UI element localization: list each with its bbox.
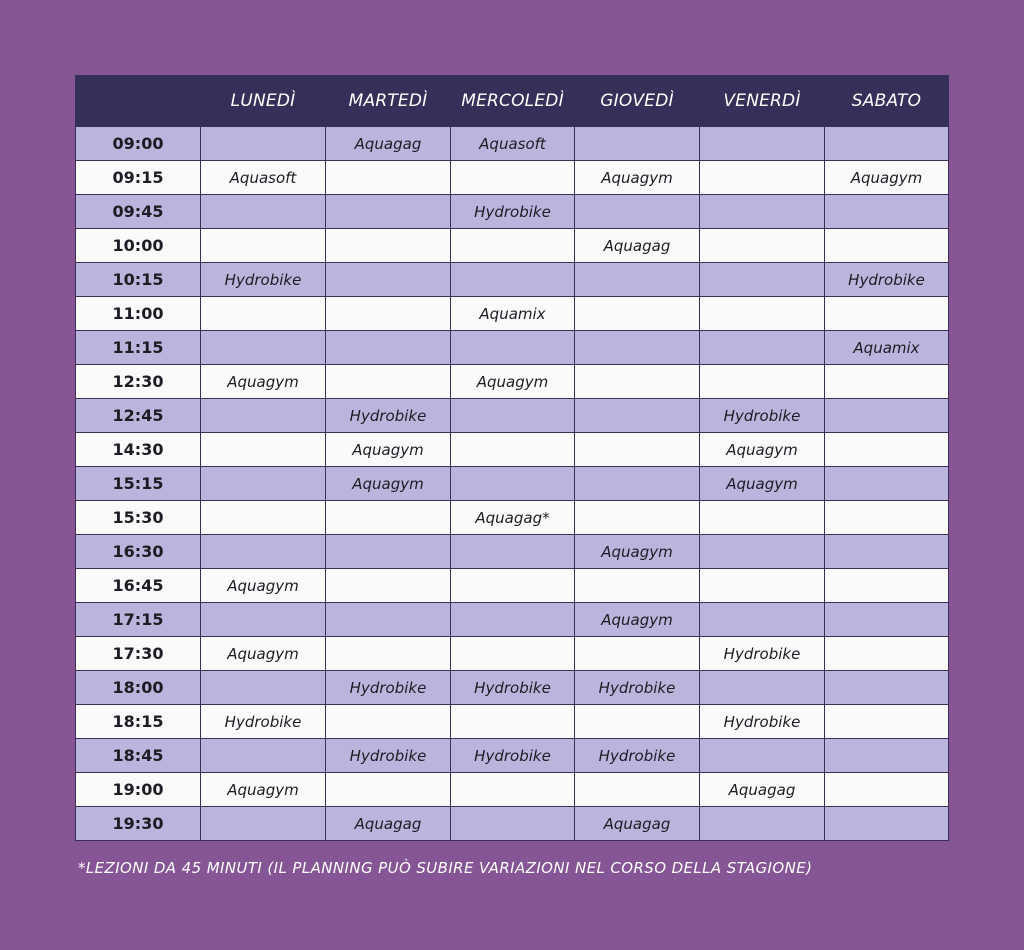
class-cell (575, 433, 700, 467)
class-cell: Aquagag* (451, 501, 575, 535)
class-cell: Hydrobike (451, 671, 575, 705)
class-cell (575, 773, 700, 807)
class-cell (575, 569, 700, 603)
class-cell (700, 671, 825, 705)
class-cell (451, 705, 575, 739)
class-cell (201, 399, 326, 433)
class-cell (201, 229, 326, 263)
class-cell: Hydrobike (326, 399, 451, 433)
class-cell (575, 297, 700, 331)
class-cell (700, 807, 825, 841)
time-cell: 16:45 (76, 569, 201, 603)
class-cell (575, 263, 700, 297)
class-cell (700, 739, 825, 773)
class-cell (451, 535, 575, 569)
class-cell: Aquagag (575, 229, 700, 263)
day-header-giovedi: GIOVEDÌ (575, 76, 700, 127)
class-cell (326, 331, 451, 365)
class-cell: Aquagag (575, 807, 700, 841)
class-cell (326, 569, 451, 603)
schedule-row (76, 263, 949, 297)
class-cell (326, 773, 451, 807)
class-cell (700, 127, 825, 161)
class-cell (700, 195, 825, 229)
time-cell: 16:30 (76, 535, 201, 569)
class-cell (451, 637, 575, 671)
time-cell: 18:45 (76, 739, 201, 773)
class-cell (825, 467, 949, 501)
class-cell (326, 501, 451, 535)
class-cell (451, 807, 575, 841)
class-cell: Hydrobike (575, 739, 700, 773)
schedule-row (76, 195, 949, 229)
header-corner-cell (76, 76, 201, 127)
class-cell (451, 603, 575, 637)
time-cell: 11:15 (76, 331, 201, 365)
class-cell (825, 399, 949, 433)
class-cell (326, 195, 451, 229)
class-cell (825, 569, 949, 603)
class-cell (575, 195, 700, 229)
class-cell: Aquagym (326, 467, 451, 501)
class-cell (825, 365, 949, 399)
class-cell (700, 331, 825, 365)
class-cell: Aquagag (326, 807, 451, 841)
class-cell (451, 433, 575, 467)
class-cell (825, 297, 949, 331)
schedule-row (76, 671, 949, 705)
class-cell (825, 807, 949, 841)
class-cell: Aquasoft (451, 127, 575, 161)
time-cell: 14:30 (76, 433, 201, 467)
class-cell (451, 569, 575, 603)
class-cell (825, 127, 949, 161)
class-cell: Hydrobike (700, 705, 825, 739)
time-cell: 19:30 (76, 807, 201, 841)
class-cell: Hydrobike (700, 637, 825, 671)
class-cell (201, 739, 326, 773)
class-cell (451, 263, 575, 297)
header-row (76, 76, 949, 127)
time-cell: 15:15 (76, 467, 201, 501)
class-cell: Hydrobike (201, 705, 326, 739)
class-cell (326, 229, 451, 263)
class-cell: Aquagym (201, 365, 326, 399)
class-cell (700, 365, 825, 399)
class-cell: Aquagym (201, 569, 326, 603)
class-cell: Aquagym (825, 161, 949, 195)
class-cell: Aquamix (825, 331, 949, 365)
time-cell: 17:30 (76, 637, 201, 671)
class-cell (575, 127, 700, 161)
schedule-row (76, 161, 949, 195)
class-cell (326, 161, 451, 195)
class-cell (326, 263, 451, 297)
class-cell: Aquagym (201, 773, 326, 807)
class-cell (451, 399, 575, 433)
schedule-row (76, 807, 949, 841)
class-cell (326, 297, 451, 331)
class-cell: Hydrobike (451, 195, 575, 229)
class-cell (825, 637, 949, 671)
class-cell (575, 705, 700, 739)
day-header-martedi: MARTEDÌ (326, 76, 451, 127)
class-cell: Aquagym (201, 637, 326, 671)
schedule-row (76, 773, 949, 807)
class-cell (201, 535, 326, 569)
time-cell: 17:15 (76, 603, 201, 637)
class-cell: Aquagym (575, 161, 700, 195)
schedule-row (76, 331, 949, 365)
schedule-row (76, 433, 949, 467)
footnote: *LEZIONI DA 45 MINUTI (IL PLANNING PUÒ SUBIRE VARIAZIONI NEL CORSO DELLA STAGIONE) (78, 859, 813, 877)
class-cell (825, 501, 949, 535)
class-cell (825, 705, 949, 739)
class-cell (575, 331, 700, 365)
class-cell: Hydrobike (575, 671, 700, 705)
class-cell: Aquagym (700, 433, 825, 467)
time-cell: 09:00 (76, 127, 201, 161)
class-cell: Aquagym (575, 535, 700, 569)
class-cell (451, 773, 575, 807)
class-cell (575, 399, 700, 433)
class-cell: Aquamix (451, 297, 575, 331)
schedule-table (75, 75, 949, 841)
day-header-lunedi: LUNEDÌ (201, 76, 326, 127)
schedule-row (76, 705, 949, 739)
class-cell (825, 739, 949, 773)
class-cell (201, 297, 326, 331)
class-cell (575, 501, 700, 535)
class-cell (575, 365, 700, 399)
schedule-row (76, 467, 949, 501)
class-cell: Hydrobike (700, 399, 825, 433)
schedule-row (76, 637, 949, 671)
class-cell (700, 297, 825, 331)
class-cell (700, 263, 825, 297)
class-cell (825, 433, 949, 467)
class-cell: Aquagym (451, 365, 575, 399)
class-cell (326, 705, 451, 739)
schedule-body (76, 127, 949, 841)
class-cell (201, 603, 326, 637)
time-cell: 12:45 (76, 399, 201, 433)
class-cell (201, 807, 326, 841)
time-cell: 10:15 (76, 263, 201, 297)
day-header-sabato: SABATO (825, 76, 949, 127)
schedule-row (76, 739, 949, 773)
class-cell (201, 467, 326, 501)
class-cell: Hydrobike (825, 263, 949, 297)
class-cell (700, 229, 825, 263)
class-cell (700, 535, 825, 569)
class-cell (451, 229, 575, 263)
class-cell (825, 229, 949, 263)
class-cell (201, 127, 326, 161)
time-cell: 10:00 (76, 229, 201, 263)
class-cell: Hydrobike (201, 263, 326, 297)
class-cell (575, 467, 700, 501)
class-cell (825, 671, 949, 705)
class-cell: Aquagym (575, 603, 700, 637)
schedule-row (76, 297, 949, 331)
class-cell: Aquagag (326, 127, 451, 161)
class-cell (326, 603, 451, 637)
class-cell: Aquagym (700, 467, 825, 501)
schedule-row (76, 535, 949, 569)
class-cell (201, 331, 326, 365)
class-cell (700, 161, 825, 195)
class-cell (201, 433, 326, 467)
day-header-mercoledi: MERCOLEDÌ (451, 76, 575, 127)
class-cell (700, 569, 825, 603)
schedule-row (76, 399, 949, 433)
time-cell: 09:45 (76, 195, 201, 229)
time-cell: 19:00 (76, 773, 201, 807)
class-cell: Hydrobike (326, 739, 451, 773)
class-cell: Aquasoft (201, 161, 326, 195)
class-cell: Hydrobike (326, 671, 451, 705)
class-cell (700, 603, 825, 637)
time-cell: 15:30 (76, 501, 201, 535)
class-cell (326, 535, 451, 569)
class-cell (201, 671, 326, 705)
time-cell: 09:15 (76, 161, 201, 195)
class-cell (825, 195, 949, 229)
time-cell: 18:15 (76, 705, 201, 739)
class-cell (326, 637, 451, 671)
class-cell: Hydrobike (451, 739, 575, 773)
schedule-row (76, 569, 949, 603)
schedule-row (76, 603, 949, 637)
class-cell (451, 161, 575, 195)
schedule-row (76, 229, 949, 263)
class-cell (201, 501, 326, 535)
day-header-venerdi: VENERDÌ (700, 76, 825, 127)
class-cell (825, 535, 949, 569)
time-cell: 18:00 (76, 671, 201, 705)
class-cell: Aquagym (326, 433, 451, 467)
time-cell: 11:00 (76, 297, 201, 331)
schedule-row (76, 127, 949, 161)
class-cell (201, 195, 326, 229)
class-cell (326, 365, 451, 399)
class-cell (451, 467, 575, 501)
class-cell (825, 603, 949, 637)
class-cell: Aquagag (700, 773, 825, 807)
class-cell (451, 331, 575, 365)
schedule-row (76, 365, 949, 399)
schedule-row (76, 501, 949, 535)
class-cell (575, 637, 700, 671)
class-cell (825, 773, 949, 807)
class-cell (700, 501, 825, 535)
time-cell: 12:30 (76, 365, 201, 399)
